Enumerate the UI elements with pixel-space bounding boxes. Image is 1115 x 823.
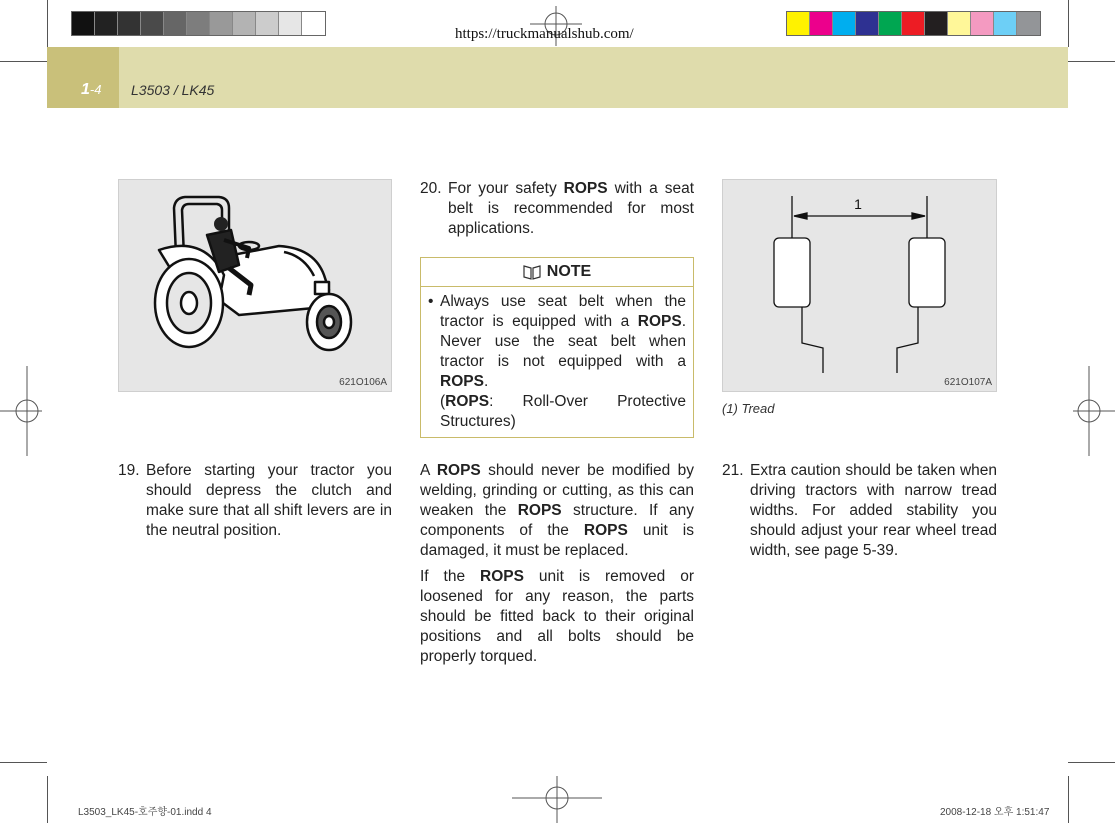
color-swatch <box>233 12 256 35</box>
page-number-sub: -4 <box>89 82 102 97</box>
text-run: If the <box>420 568 481 585</box>
figure-code: 621O106A <box>339 377 387 388</box>
color-swatch <box>810 12 833 35</box>
rops-paragraph-1 <box>420 461 694 561</box>
color-swatch <box>95 12 118 35</box>
bold-term: ROPS <box>440 373 484 390</box>
tread-diagram <box>722 179 997 392</box>
bold-term: ROPS <box>436 462 481 479</box>
color-swatch <box>164 12 187 35</box>
bold-term: ROPS <box>583 522 628 539</box>
text-run: with a seat belt is recommended for most applications. <box>448 180 694 237</box>
color-swatch <box>994 12 1017 35</box>
item-text: Extra caution should be taken when driving tractors with narrow tread widths. For added stability you should adjust your rear wheel tread width, see page 5-39. <box>750 462 997 559</box>
crop-mark <box>1068 762 1115 763</box>
crop-mark <box>0 61 47 62</box>
bold-term: ROPS <box>563 180 608 197</box>
item-number: 21. <box>722 462 744 479</box>
registration-mark-left <box>0 366 42 456</box>
note-box <box>420 257 694 438</box>
figure-caption: (1) Tread <box>722 401 775 416</box>
color-swatch <box>302 12 325 35</box>
source-url: https://truckmanualshub.com/ <box>455 26 634 42</box>
color-swatch <box>256 12 279 35</box>
item-number: 19. <box>118 462 140 479</box>
text-run: Always use seat belt when the tractor is equipped with a <box>440 293 686 330</box>
crop-mark <box>47 776 48 823</box>
tread-drawing <box>723 180 996 391</box>
crop-mark <box>1068 61 1115 62</box>
text-run: structure. If any components of the <box>420 502 694 539</box>
note-body <box>421 287 693 432</box>
color-swatch <box>141 12 164 35</box>
page-number: 1 <box>81 81 90 98</box>
text-run: A <box>420 462 437 479</box>
tractor-drawing <box>119 180 391 391</box>
crop-mark <box>1068 0 1069 47</box>
text-run: . <box>483 373 489 390</box>
bold-term: ROPS <box>637 313 682 330</box>
note-header <box>421 258 693 287</box>
figure-code: 621O107A <box>944 377 992 388</box>
color-swatch <box>833 12 856 35</box>
color-swatch <box>187 12 210 35</box>
item-text <box>448 179 694 239</box>
bullet: • <box>428 293 434 310</box>
bold-term: ROPS <box>445 393 490 410</box>
color-swatch <box>118 12 141 35</box>
color-swatch <box>210 12 233 35</box>
bold-term: ROPS <box>480 568 524 585</box>
bold-term: ROPS <box>517 502 562 519</box>
color-swatch <box>879 12 902 35</box>
instruction-item-21 <box>722 461 997 561</box>
note-text <box>440 292 686 432</box>
process-color-bar <box>786 11 1041 36</box>
text-run: ( <box>440 393 446 410</box>
registration-mark-right <box>1073 366 1115 456</box>
tread-label: 1 <box>854 196 862 212</box>
note-title: NOTE <box>546 263 592 280</box>
footer-timestamp: 2008-12-18 오후 1:51:47 <box>940 807 1050 818</box>
text-run: . Never use the seat belt when tractor is not equipped with a <box>440 313 686 370</box>
model-name: L3503 / LK45 <box>131 82 215 98</box>
book-icon <box>523 264 541 280</box>
crop-mark <box>1068 776 1069 823</box>
color-swatch <box>948 12 971 35</box>
color-swatch <box>856 12 879 35</box>
text-run: For your safety <box>448 180 564 197</box>
instruction-item-19 <box>118 461 392 541</box>
crop-mark <box>0 762 47 763</box>
color-swatch <box>787 12 810 35</box>
text-run: unit is removed or loosened for any reason, the parts should be fitted back to their original positions and all bolts should be properly torqued. <box>420 568 695 665</box>
color-swatch <box>279 12 302 35</box>
color-swatch <box>902 12 925 35</box>
rops-paragraph-2 <box>420 567 694 667</box>
instruction-item-20 <box>420 179 694 239</box>
page-header <box>47 47 1068 108</box>
color-swatch <box>1017 12 1040 35</box>
page-number-tab <box>47 47 119 108</box>
item-text: Before starting your tractor you should depress the clutch and make sure that all shift levers are in the neutral position. <box>146 462 392 539</box>
tractor-illustration <box>118 179 392 392</box>
text-run: : Roll-Over Protective Structures) <box>440 393 686 430</box>
gray-color-bar <box>71 11 326 36</box>
color-swatch <box>925 12 948 35</box>
item-number: 20. <box>420 180 442 197</box>
crop-mark <box>47 0 48 47</box>
footer-filename: L3503_LK45-호주향-01.indd 4 <box>78 807 212 818</box>
text-run: should never be modified by welding, grinding or cutting, as this can weaken the <box>420 462 694 519</box>
color-swatch <box>72 12 95 35</box>
color-swatch <box>971 12 994 35</box>
registration-mark-bottom <box>512 776 602 823</box>
text-run: unit is damaged, it must be replaced. <box>420 522 694 559</box>
